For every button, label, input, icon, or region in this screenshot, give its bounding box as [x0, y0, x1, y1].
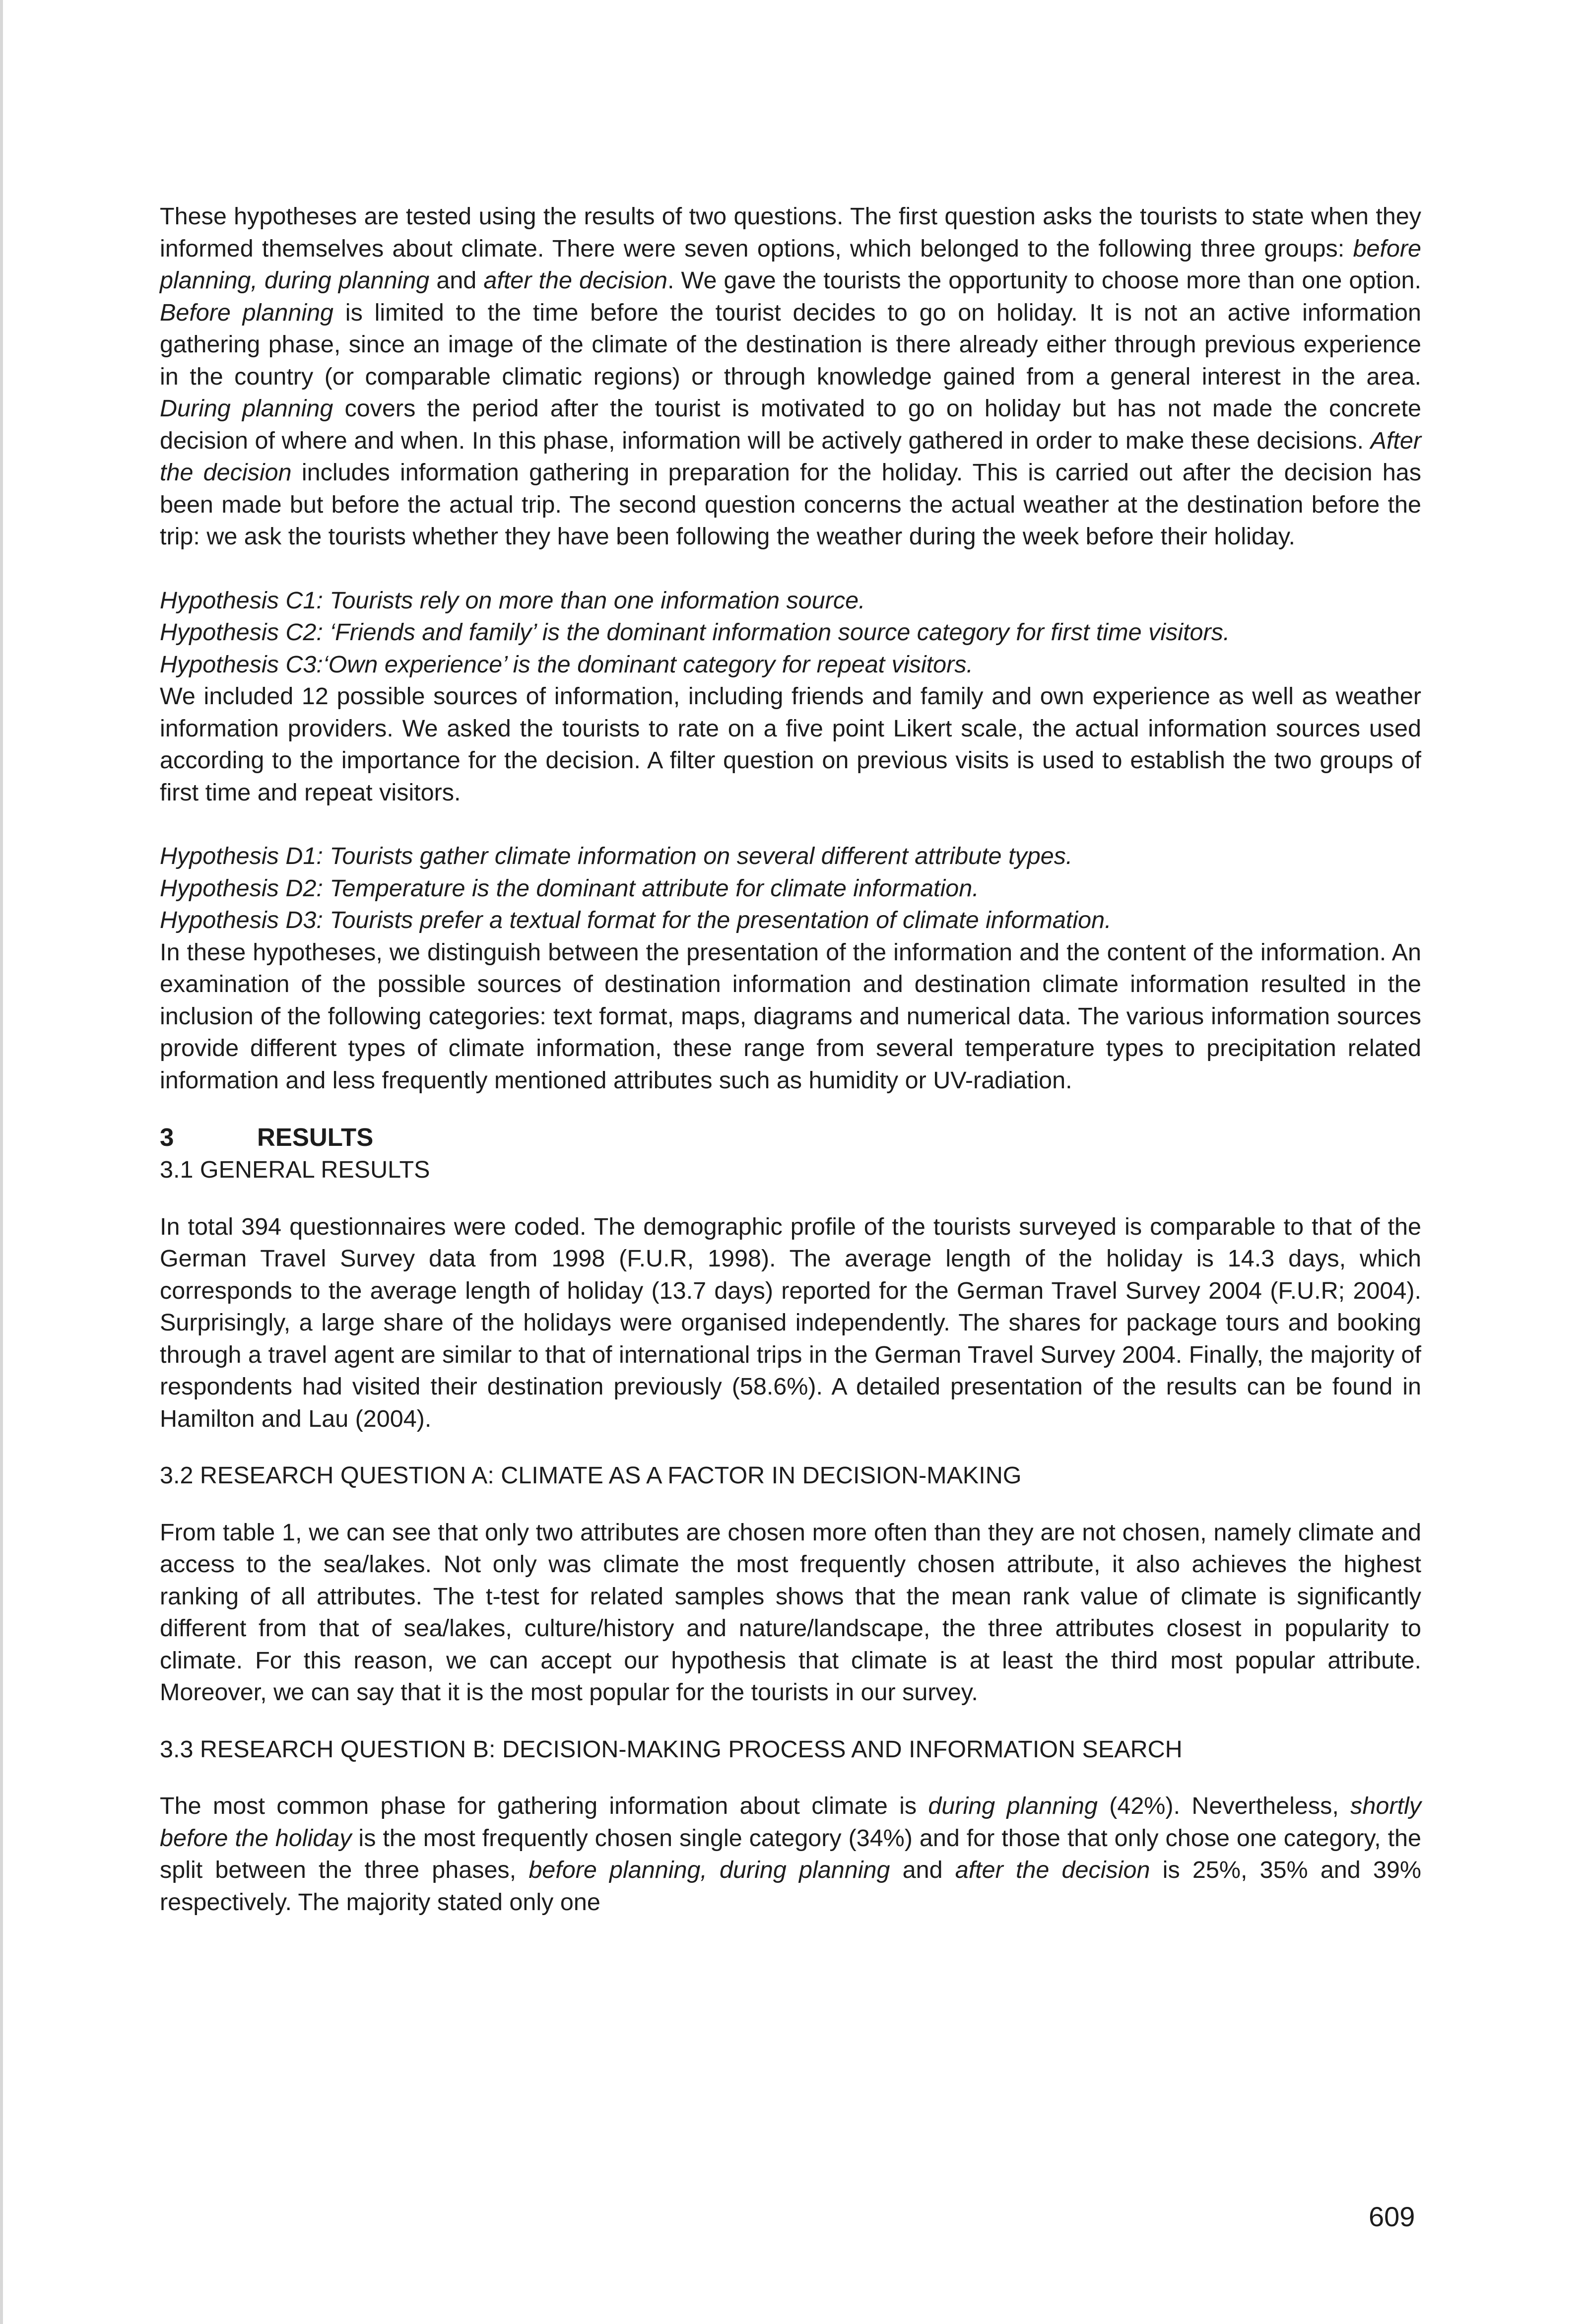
- paragraph-climate-factor: From table 1, we can see that only two attributes are chosen more often than they are not chosen, namely climate and access to the sea/lakes. Not only was climate the most frequently chosen attribute, it also achieves the highest ranking of all attributes. The t-test for related samples shows that the mean rank value of climate is significantly different from that of sea/lakes, culture/history and nature/landscape, the three attributes closest in popularity to climate. For this reason, we can accept our hypothesis that climate is at least the third most popular attribute. Moreover, we can say that it is the most popular for the tourists in our survey.: [160, 1519, 1421, 1706]
- hypothesis-c2: Hypothesis C2: ‘Friends and family’ is the dominant information source category for first time visitors.: [160, 619, 1230, 646]
- paragraph-decision-making-phase: The most common phase for gathering information about climate is during planning (42%). Nevertheless, shortly before the holiday is the most frequently chosen single category (34%) and for those that only chose one category, the split between the three phases, before planning, during planning and after the decision is 25%, 35% and 39% respectively. The majority stated only one: [160, 1793, 1422, 1916]
- hypothesis-d3: Hypothesis D3: Tourists prefer a textual format for the presentation of climate information.: [160, 907, 1112, 933]
- subheading-research-question-b: 3.3 RESEARCH QUESTION B: DECISION-MAKING PROCESS AND INFORMATION SEARCH: [160, 1735, 1183, 1763]
- scan-edge: [0, 0, 3, 2324]
- body-text: [160, 200, 1421, 1918]
- subheading-general-results: 3.1 GENERAL RESULTS: [160, 1156, 430, 1183]
- section-number: 3: [160, 1123, 174, 1151]
- section-heading-results: [160, 1121, 1421, 1154]
- paragraph-presentation-content: In these hypotheses, we distinguish between the presentation of the information and the content of the information. An examination of the possible sources of destination information and destination climate information resulted in the inclusion of the following categories: text format, maps, diagrams and numerical data. The various information sources provide different types of climate information, these range from several temperature types to precipitation related information and less frequently mentioned attributes such as humidity or UV-radiation.: [160, 938, 1421, 1094]
- page-number: 609: [1369, 2201, 1415, 2232]
- paragraph-hypotheses-testing: These hypotheses are tested using the results of two questions. The first question asks the tourists to state when they informed themselves about climate. There were seven options, which belonged to the following three groups: before planning, during planning and after the decision. We gave the tourists the opportunity to choose more than one option. Before planning is limited to the time before the tourist decides to go on holiday. It is not an active information gathering phase, since an image of the climate of the destination is there already either through previous experience in the country (or comparable climatic regions) or through knowledge gained from a general interest in the area. During planning covers the period after the tourist is motivated to go on holiday but has not made the concrete decision of where and when. In this phase, information will be actively gathered in order to make these decisions. After the decision includes information gathering in preparation for the holiday. This is carried out after the decision has been made but before the actual trip. The second question concerns the actual weather at the destination before the trip: we ask the tourists whether they have been following the weather during the week before their holiday.: [160, 203, 1422, 550]
- hypothesis-d1: Hypothesis D1: Tourists gather climate information on several different attribute types.: [160, 843, 1073, 869]
- section-title: RESULTS: [257, 1123, 374, 1151]
- paragraph-information-sources: We included 12 possible sources of information, including friends and family and own experience as well as weather information providers. We asked the tourists to rate on a five point Likert scale, the actual information sources used according to the importance for the decision. A filter question on previous visits is used to establish the two groups of first time and repeat visitors.: [160, 683, 1421, 806]
- hypothesis-d2: Hypothesis D2: Temperature is the dominant attribute for climate information.: [160, 874, 979, 902]
- paragraph-general-results: In total 394 questionnaires were coded. The demographic profile of the tourists surveyed is comparable to that of the German Travel Survey data from 1998 (F.U.R, 1998). The average length of the holiday is 14.3 days, which corresponds to the average length of holiday (13.7 days) reported for the German Travel Survey 2004 (F.U.R; 2004). Surprisingly, a large share of the holidays were organised independently. The shares for package tours and booking through a travel agent are similar to that of international trips in the German Travel Survey 2004. Finally, the majority of respondents had visited their destination previously (58.6%). A detailed presentation of the results can be found in Hamilton and Lau (2004).: [160, 1213, 1421, 1432]
- hypothesis-c1: Hypothesis C1: Tourists rely on more than one information source.: [160, 587, 865, 614]
- subheading-research-question-a: 3.2 RESEARCH QUESTION A: CLIMATE AS A FACTOR IN DECISION-MAKING: [160, 1462, 1022, 1489]
- hypothesis-c3: Hypothesis C3:‘Own experience’ is the dominant category for repeat visitors.: [160, 651, 974, 678]
